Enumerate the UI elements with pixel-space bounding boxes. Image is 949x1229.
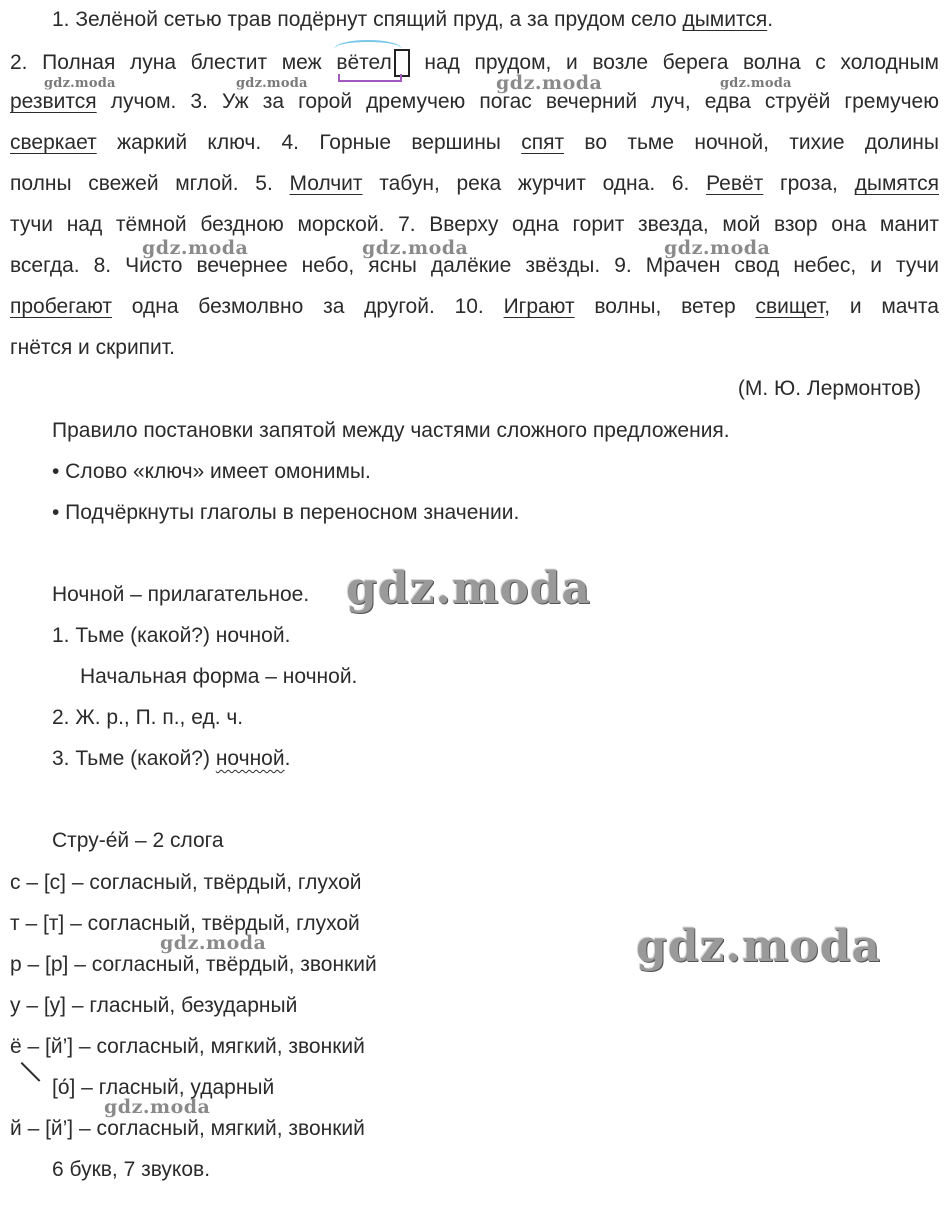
sentence-line-6 bbox=[10, 213, 939, 239]
watermark: gdz.moda bbox=[104, 1096, 211, 1118]
sentence-line-1 bbox=[52, 8, 773, 34]
text-fragment: 3. Тьме (какой?) bbox=[52, 747, 216, 770]
author-line: (М. Ю. Лермонтов) bbox=[737, 377, 921, 400]
phonetic-row: [о́] – гласный, ударный bbox=[52, 1076, 275, 1099]
text-fragment: гнётся и скрипит. bbox=[10, 336, 175, 359]
text-fragment: тучи над тёмной бездною морской. 7. Вверху одна горит звезда, мой взор она манит bbox=[10, 213, 939, 236]
underlined-verb: дымится bbox=[682, 8, 768, 31]
watermark: gdz.moda bbox=[160, 932, 267, 954]
text-fragment: волны, ветер bbox=[574, 295, 756, 318]
sentence-line-4 bbox=[10, 131, 939, 157]
underlined-verb: резвится bbox=[10, 90, 97, 113]
analysis-title: Ночной – прилагательное. bbox=[52, 583, 310, 606]
text-fragment: табун, река журчит одна. 6. bbox=[362, 172, 707, 195]
rule-note: Правило постановки запятой между частями сложного предложения. bbox=[52, 419, 730, 442]
analysis-point: Начальная форма – ночной. bbox=[80, 665, 358, 688]
underlined-verb: пробегают bbox=[10, 295, 112, 318]
text-fragment: лучом. 3. Уж за горой дремучею погас вечерний луч, едва струёй гремучею bbox=[96, 90, 939, 113]
phonetic-row: ё – [й’] – согласный, мягкий, звонкий bbox=[10, 1035, 365, 1058]
sentence-line-2 bbox=[10, 49, 939, 75]
phonetic-row: т – [т] – согласный, твёрдый, глухой bbox=[10, 912, 360, 935]
underlined-verb: Молчит bbox=[289, 172, 363, 195]
phonetic-title: Стру-е́й – 2 слога bbox=[52, 829, 224, 852]
bullet-note: • Подчёркнуты глаголы в переносном значении. bbox=[52, 501, 520, 524]
text-fragment: полны свежей мглой. 5. bbox=[10, 172, 290, 195]
underlined-verb: дымятся bbox=[854, 172, 940, 195]
bullet-note: • Слово «ключ» имеет омонимы. bbox=[52, 460, 371, 483]
watermark: gdz.moda bbox=[362, 237, 469, 259]
analysis-point bbox=[52, 747, 290, 773]
text-fragment: над прудом, и возле берега волна с холодным bbox=[409, 51, 939, 74]
underlined-verb: Играют bbox=[503, 295, 575, 318]
sentence-line-5 bbox=[10, 172, 939, 198]
watermark: gdz.moda bbox=[664, 237, 771, 259]
text-fragment: 1. Зелёной сетью трав подёрнут спящий пруд, а за прудом село bbox=[52, 8, 683, 31]
analyzed-word: вётел bbox=[336, 51, 392, 74]
watermark: gdz.moda bbox=[346, 563, 592, 614]
phonetic-row: й – [й’] – согласный, мягкий, звонкий bbox=[10, 1117, 365, 1140]
underlined-verb: свищет bbox=[755, 295, 825, 318]
underlined-verb: сверкает bbox=[10, 131, 97, 154]
text-fragment: 2. Полная луна блестит меж bbox=[10, 51, 337, 74]
text-fragment: , и мачта bbox=[824, 295, 939, 318]
analysis-point: 2. Ж. р., П. п., ед. ч. bbox=[52, 706, 244, 729]
underlined-verb: Ревёт bbox=[706, 172, 764, 195]
watermark: gdz.moda bbox=[636, 921, 882, 972]
morpheme-word bbox=[336, 49, 409, 77]
text-fragment: гроза, bbox=[763, 172, 855, 195]
analysis-point: 1. Тьме (какой?) ночной. bbox=[52, 624, 291, 647]
watermark: gdz.moda bbox=[142, 237, 249, 259]
text-fragment: . bbox=[284, 747, 291, 770]
phonetic-row: р – [р] – согласный, твёрдый, звонкий bbox=[10, 953, 377, 976]
underlined-verb: спят bbox=[521, 131, 565, 154]
suffix-mark-icon bbox=[338, 74, 401, 82]
phonetic-row: у – [у] – гласный, безударный bbox=[10, 994, 298, 1017]
text-fragment: жаркий ключ. 4. Горные вершины bbox=[96, 131, 522, 154]
phonetic-summary: 6 букв, 7 звуков. bbox=[52, 1158, 211, 1181]
watermark: gdz.moda bbox=[720, 76, 792, 91]
text-fragment: всегда. 8. Чисто вечернее небо, ясны далёкие звёзды. 9. Мрачен свод небес, и тучи bbox=[10, 254, 939, 277]
text-fragment: . bbox=[767, 8, 774, 31]
root-mark-icon bbox=[334, 40, 401, 58]
sentence-line-9 bbox=[10, 336, 175, 362]
sentence-line-3 bbox=[10, 90, 939, 116]
text-fragment: одна безмолвно за другой. 10. bbox=[112, 295, 504, 318]
watermark: gdz.moda bbox=[236, 76, 308, 91]
branch-line-icon bbox=[21, 1062, 41, 1082]
wavy-underlined-word: ночной bbox=[215, 747, 285, 770]
watermark: gdz.moda bbox=[44, 76, 116, 91]
phonetic-row: с – [с] – согласный, твёрдый, глухой bbox=[10, 871, 362, 894]
watermark: gdz.moda bbox=[496, 72, 603, 94]
text-fragment: во тьме ночной, тихие долины bbox=[564, 131, 939, 154]
sentence-line-8 bbox=[10, 295, 939, 321]
